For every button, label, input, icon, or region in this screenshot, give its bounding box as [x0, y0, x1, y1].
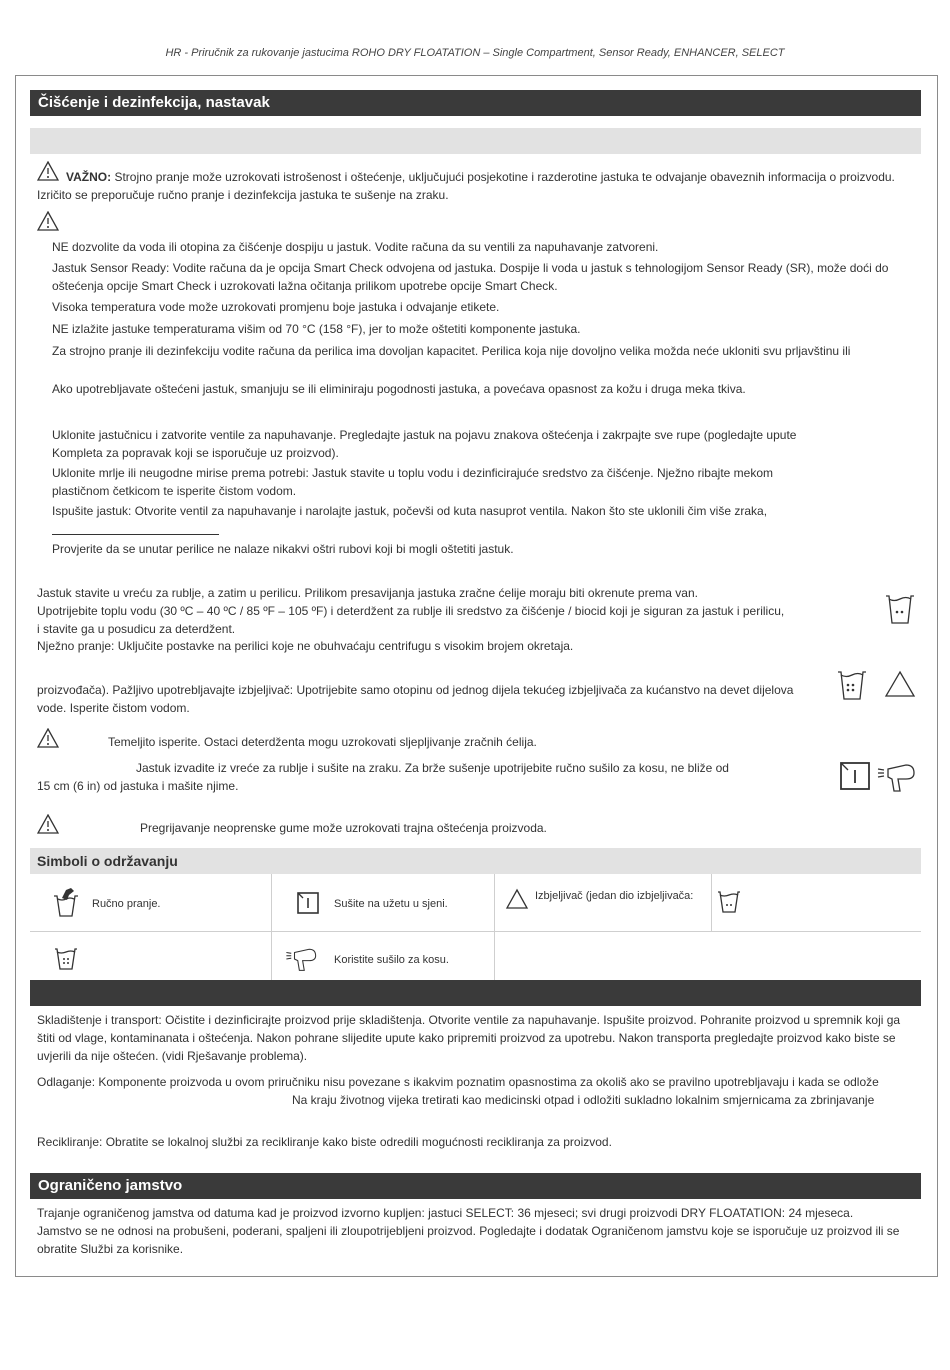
table-divider: [711, 874, 712, 931]
table-divider: [494, 874, 495, 980]
check-washer-note: Provjerite da se unutar perilice ne nalaze nikakvi oštri rubovi koji bi mogli oštetiti jastuk.: [52, 542, 514, 556]
section-subtitle-bar: [30, 128, 921, 154]
warranty-line: obratite Službi za korisnike.: [37, 1242, 184, 1256]
bleach-label: Izbjeljivač (jedan dio izbjeljivača:: [535, 890, 694, 902]
line-dry-shade-icon: [839, 761, 871, 796]
warranty-line: Jamstvo se ne odnosi na probušeni, poderani, spaljeni ili zloupotrijebljeni proizvod. Pogledajte i dodatak Ograničenom jamstvu koje se isporučuje uz proizvod ili se: [37, 1224, 900, 1238]
damaged-cushion-note: Ako upotrebljavate oštećeni jastuk, smanjuju se ili eliminiraju pogodnosti jastuka, a povećava opasnost za kožu i druga meka tkiva.: [52, 382, 746, 396]
table-divider: [30, 931, 921, 932]
hair-dryer-icon: [876, 761, 916, 798]
warning-line: NE izlažite jastuke temperaturama višim od 70 °C (158 °F), jer to može oštetiti komponente jastuka.: [52, 322, 581, 336]
step-line: Uklonite mrlje ili neugodne mirise prema potrebi: Jastuk stavite u toplu vodu i dezinficirajuće sredstvo za čišćenje. Nježno ribajte mekom: [52, 466, 773, 480]
important-text: Strojno pranje može uzrokovati istrošenost i oštećenje, uključujući posjekotine i razderotine jastuka te odvajanje obaveznih informacija o proizvodu.: [114, 170, 895, 184]
step-line: Uklonite jastučnicu i zatvorite ventile za napuhavanje. Pregledajte jastuk na pojavu znakova oštećenja i zakrpajte sve rupe (pogledajte upute: [52, 428, 797, 442]
warranty-line: Trajanje ograničenog jamstva od datuma kad je proizvod izvorno kupljen: jastuci SELECT: 36 mjeseci; svi drugi proizvodi DRY FLOATATION: 24 mjeseca.: [37, 1206, 854, 1220]
overheat-note: Pregrijavanje neoprenske gume može uzrokovati trajna oštećenja proizvoda.: [140, 821, 547, 835]
step-line: plastičnom četkicom te isperite čistom vodom.: [52, 484, 297, 498]
warning-icon: [37, 211, 59, 236]
document-header: HR - Priručnik za rukovanje jastucima ROHO DRY FLOATATION – Single Compartment, Sensor Ready, ENHANCER, SELECT: [165, 47, 785, 59]
warning-line: Jastuk Sensor Ready: Vodite računa da je opcija Smart Check odvojena od jastuka. Dospije li voda u jastuk s tehnologijom Sensor Ready (SR), može doći do: [52, 261, 889, 275]
section-title: Čišćenje i dezinfekcija, nastavak: [30, 90, 921, 116]
bleach-triangle-icon: [505, 888, 529, 915]
warranty-title: Ograničeno jamstvo: [30, 1173, 921, 1199]
dry-line: 15 cm (6 in) od jastuka i mašite njime.: [37, 779, 239, 793]
hair-dryer-label: Koristite sušilo za kosu.: [334, 954, 449, 966]
bleach-line: vode. Isperite čistom vodom.: [37, 701, 190, 715]
wash-40-icon: [836, 668, 868, 707]
step-line: Kompleta za popravak koji se isporučuje uz proizvod).: [52, 446, 339, 460]
bleach-line: proizvođača). Pažljivo upotrebljavajte izbjeljivač: Upotrijebite samo otopinu od jednog dijela tekućeg izbjeljivača za kućanstvo na devet dijelova: [37, 683, 794, 697]
divider: [52, 534, 219, 535]
warning-line: Za strojno pranje ili dezinfekciju vodite računa da perilica ima dovoljan kapacitet. Perilica koja nije dovoljno velika možda neće ukloniti svu prljavštinu ili: [52, 344, 851, 358]
wash-line: Upotrijebite toplu vodu (30 ºC – 40 ºC / 85 ºF – 105 ºF) i deterdžent za rublje ili sredstvo za čišćenje / biocid koji je siguran za jastuk i perilicu,: [37, 604, 785, 618]
wash-line: i stavite ga u posudicu za deterdžent.: [37, 622, 236, 636]
wash-40-icon: [54, 946, 78, 977]
rinse-note: Temeljito isperite. Ostaci deterdženta mogu uzrokovati sljepljivanje zračnih ćelija.: [108, 735, 537, 749]
disposal-line: Na kraju životnog vijeka tretirati kao medicinski otpad i odložiti sukladno lokalnim smjernicama za zbrinjavanje: [292, 1093, 875, 1107]
important-note: [66, 168, 926, 186]
hand-wash-icon: [52, 886, 80, 923]
wash-30-icon: [884, 592, 916, 631]
wash-30-icon: [717, 889, 741, 920]
hand-wash-label: Ručno pranje.: [92, 898, 161, 910]
warning-line: NE dozvolite da voda ili otopina za čišćenje dospiju u jastuk. Vodite računa da su ventili za napuhavanje zatvoreni.: [52, 240, 659, 254]
warning-icon: [37, 814, 59, 839]
dry-line: Jastuk izvadite iz vreće za rublje i sušite na zraku. Za brže sušenje upotrijebite ručno sušilo za kosu, ne bliže od: [136, 761, 729, 775]
storage-line: uvjerili da nije oštećen. (vidi Rješavanje problema).: [37, 1049, 308, 1063]
line-dry-label: Sušite na užetu u sjeni.: [334, 898, 448, 910]
warning-line: Visoka temperatura vode može uzrokovati promjenu boje jastuka i odvajanje etikete.: [52, 300, 500, 314]
disposal-line: Odlaganje: Komponente proizvoda u ovom priručniku nisu povezane s ikakvim poznatim opasnostima za okoliš ako se pravilno upotrebljavaju i kada se odlože: [37, 1075, 879, 1089]
wash-line: Jastuk stavite u vreću za rublje, a zatim u perilicu. Prilikom presavijanja jastuka zračne ćelije moraju biti okrenute prema van.: [37, 586, 698, 600]
warning-icon: [37, 161, 59, 186]
important-text-2: Izričito se preporučuje ručno pranje i dezinfekcija jastuka te sušenje na zraku.: [37, 188, 449, 202]
hair-dryer-icon: [284, 946, 318, 977]
important-label: VAŽNO:: [66, 170, 112, 184]
table-divider: [271, 874, 272, 980]
wash-line: Nježno pranje: Uključite postavke na perilici koje ne obuhvaćaju centrifugu s visokim brojem okretaja.: [37, 639, 574, 653]
storage-section-bar: [30, 980, 921, 1006]
recycling-note: Recikliranje: Obratite se lokalnoj službi za recikliranje kako biste odredili mogućnosti recikliranja za proizvod.: [37, 1135, 612, 1149]
bleach-triangle-icon: [884, 670, 916, 703]
storage-line: Skladištenje i transport: Očistite i dezinficirajte proizvod prije skladištenja. Otvorite ventile za napuhavanje. Ispušite proizvod. Pohranite proizvod u spremnik koji ga: [37, 1013, 901, 1027]
line-dry-shade-icon: [296, 891, 320, 920]
warning-icon: [37, 728, 59, 753]
symbols-title: Simboli o održavanju: [30, 848, 921, 874]
step-line: Ispušite jastuk: Otvorite ventil za napuhavanje i narolajte jastuk, počevši od kuta nasuprot ventila. Nakon što ste uklonili čim više zraka,: [52, 504, 768, 518]
warning-line: oštećenja opcije Smart Check i uzrokovati lažna očitanja prilikom upotrebe opcije Smart Check.: [52, 279, 558, 293]
storage-line: štiti od vlage, kontaminanata i oštećenja. Nakon pohrane slijedite upute kako pripremiti proizvod za upotrebu. Nakon transporta pregledajte proizvod kako biste se: [37, 1031, 896, 1045]
